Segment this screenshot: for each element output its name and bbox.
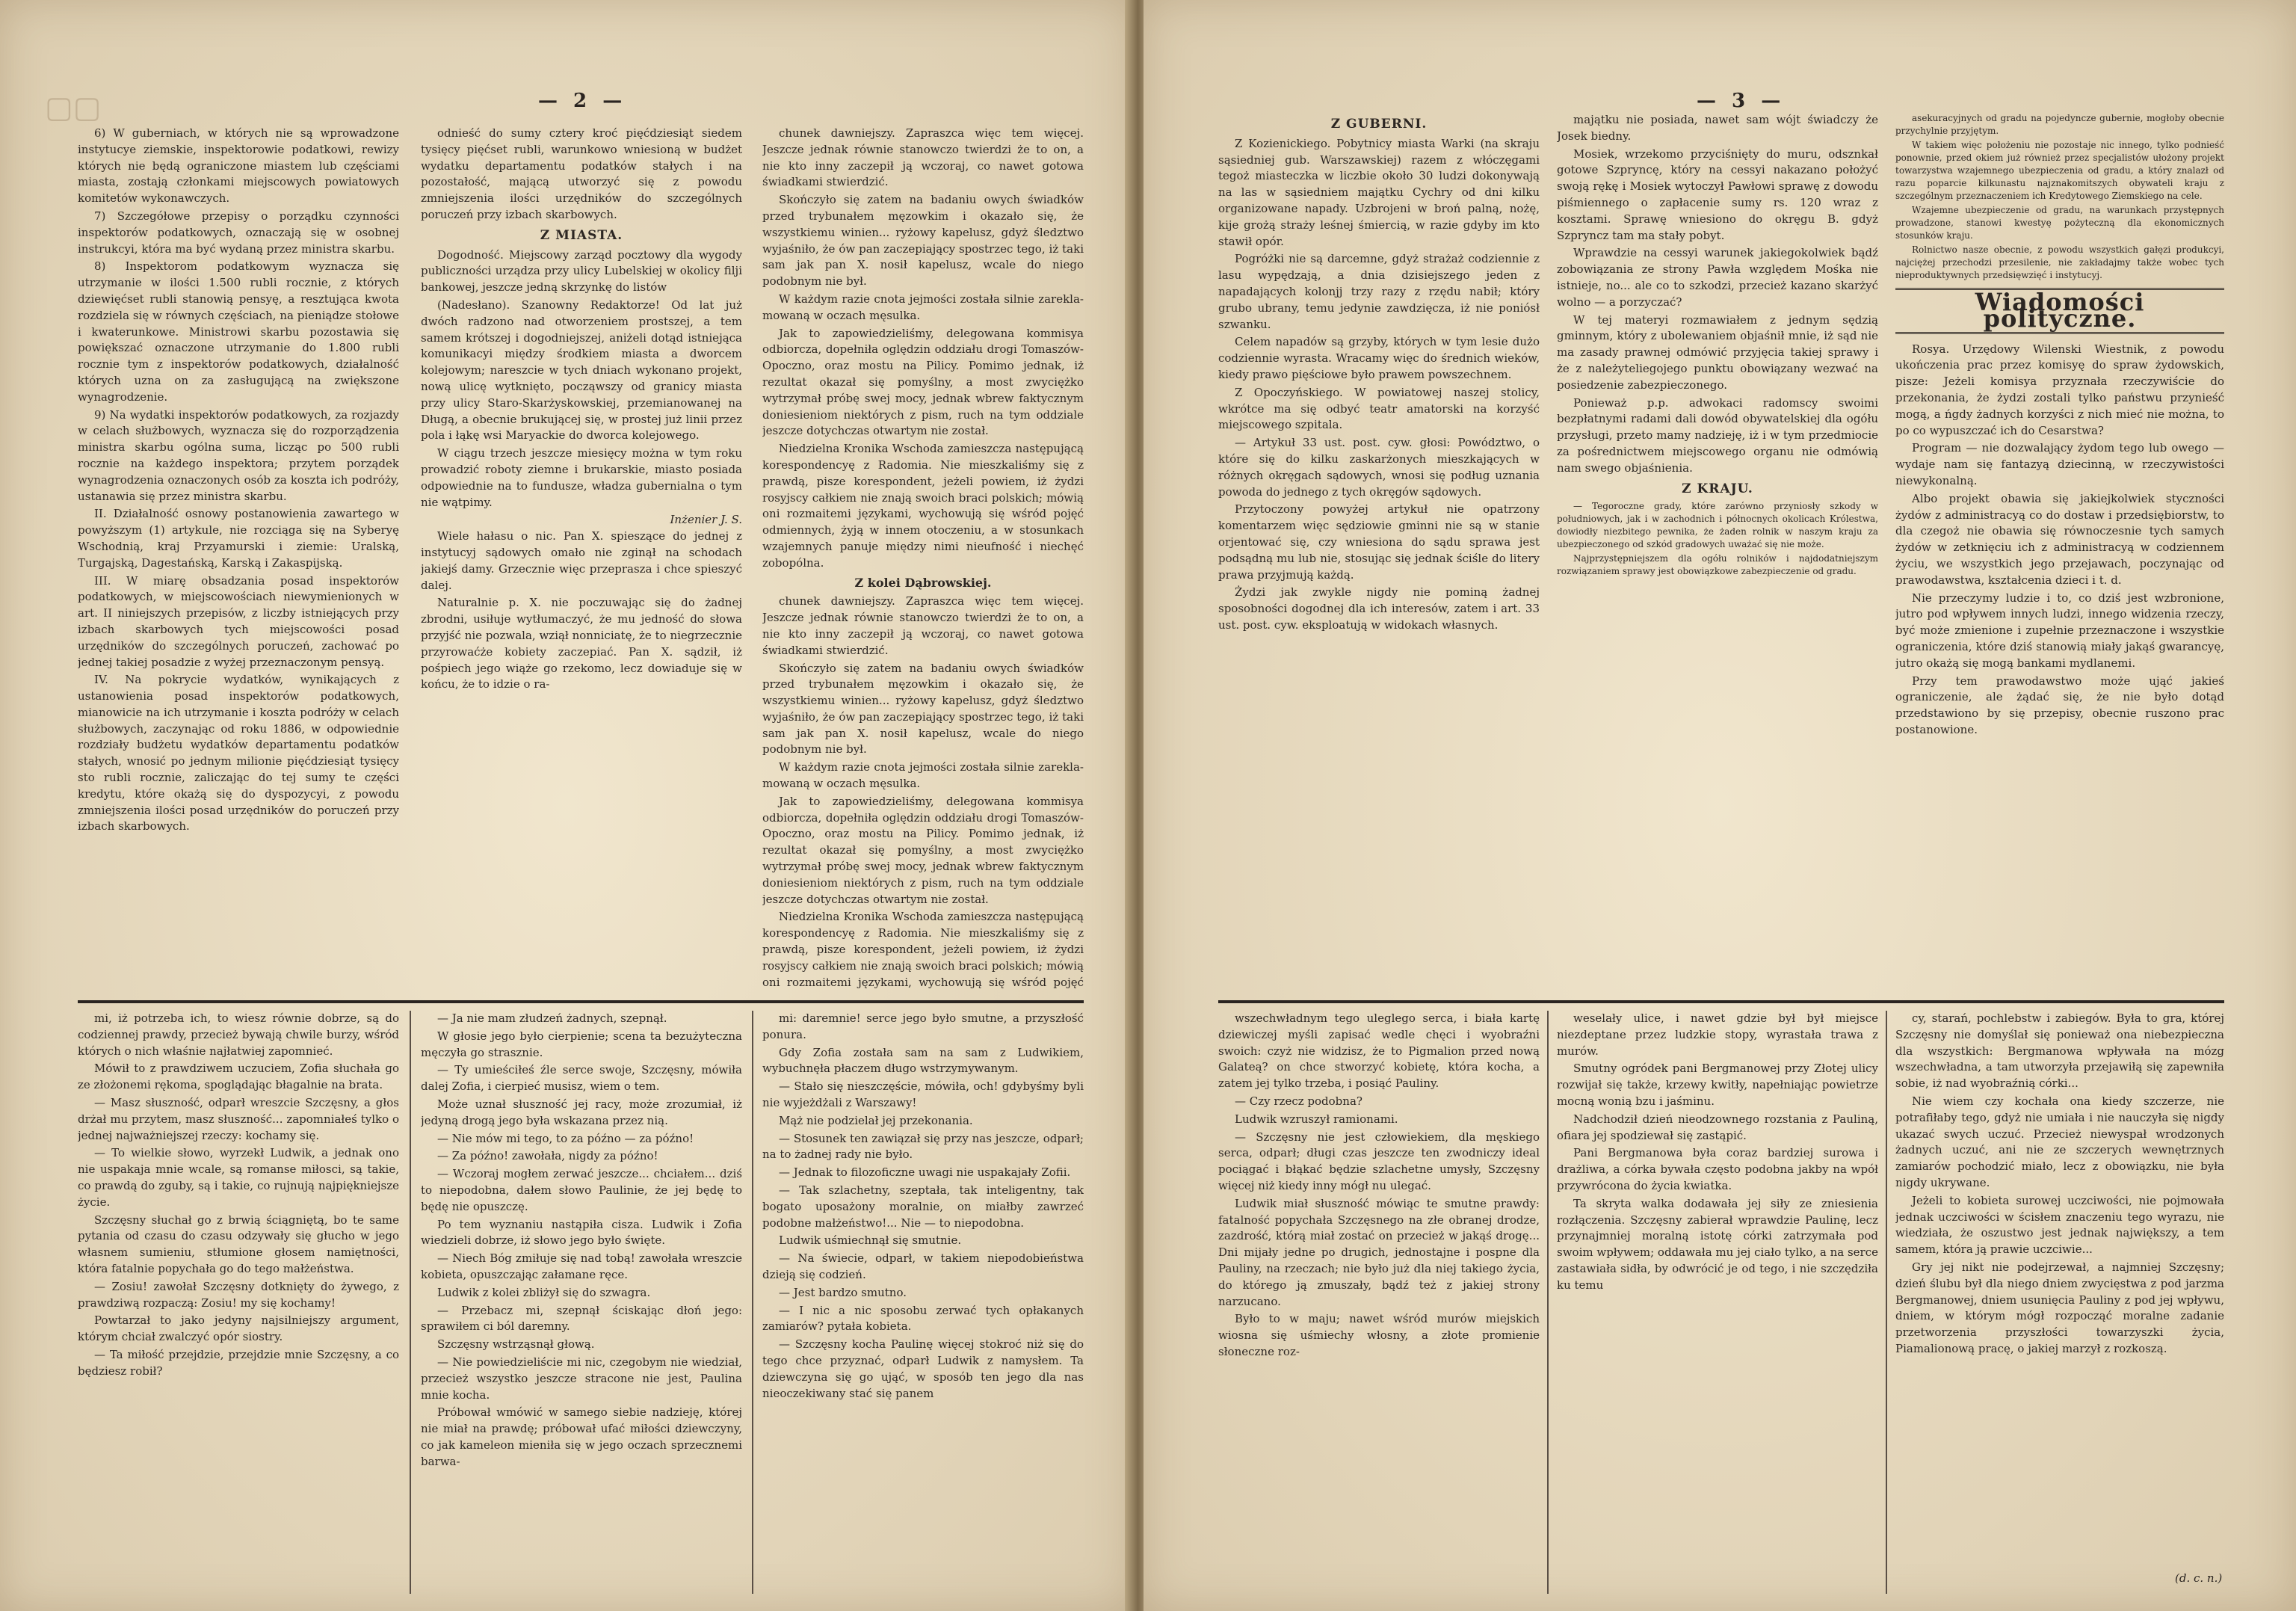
paragraph: — Ta miłość przejdzie, przejdzie mnie Szczęsny, a co będziesz robił? <box>78 1347 399 1378</box>
right-column-3 <box>1895 112 2224 994</box>
feuilleton-right-col-2 <box>1557 1011 1878 1594</box>
paragraph: W takiem więc położeniu nie pozostaje nic innego, tylko podnieść ponownie, przed okiem już również przez specjalistów ułożony projekt towarzystwa wzajemnego ubezpieczenia od gradu, a który znalazł od razu poparcie kilkunastu najznakomitszych obywateli kraju z szczególnym przeznaczeniem ich Kredytowego Ziemskiego na cele. <box>1895 140 2224 201</box>
paragraph: weselały ulice, i nawet gdzie był był miejsce niezdeptane przez ludzkie stopy, wyrastała trawa z murów. <box>1557 1011 1878 1058</box>
paragraph: Skończyło się zatem na badaniu owych świadków przed trybunałem męzowkim i okazało się, że wszystkiemu winien... ryżowy kapelusz, gdyż śledztwo wyjaśniło, że ów pan zaczepiający spostrzec tego, iż taki sam jak pan X. nosił kapelusz, wcale do niego podobnym nie był. <box>762 193 1084 289</box>
paragraph: Ludwik uśmiechnął się smutnie. <box>779 1233 962 1248</box>
paragraph: W każdym razie cnota jejmości została silnie zareklamowaną w oczach męsulka. <box>762 760 1084 791</box>
paragraph: Było to w maju; nawet wśród murów miejskich wiosna się uśmiechy włosny, a złote promienie słoneczne roz- <box>1218 1312 1540 1358</box>
paragraph: — Tegoroczne grady, które zarówno przyniosły szkody w południowych, jak i w zachodnich i północnych okolicach Królestwa, dowiodły niezbitego pewnika, że żaden rolnik w naszym kraju za ubezpieczonego od szkód gradowych uważać się nie może. <box>1557 501 1878 550</box>
paragraph: — Ty umieściłeś źle serce swoje, Szczęsny, mówiła dalej Zofia, i cierpieć musisz, wiem o tem. <box>421 1063 742 1094</box>
column-divider <box>1547 1011 1549 1594</box>
section-title-wiadomosci: Wiadomości polityczne. <box>1895 288 2224 334</box>
paragraph: Ponieważ p.p. adwokaci radomscy swoimi bezpłatnymi radami dali dowód obywatelskiej dla ogółu przysługi, przeto mamy nadzieję, iż i w tym przedmiocie za pośrednictwem miejscowego organu nie odmówią nam swego objaśnienia. <box>1557 395 1878 475</box>
paragraph: Skończyło się zatem na badaniu owych świadków przed trybunałem męzowkim i okazało się, że wszystkiemu winien... ryżowy kapelusz, gdyż śledztwo wyjaśniło, że ów pan zaczepiający spostrzec tego, iż taki sam jak pan X. nosił kapelusz, wcale do niego podobnym nie był. <box>762 661 1084 757</box>
page-number-left: — 2 — <box>538 90 627 112</box>
paragraph: Szczęsny słuchał go z brwią ściągniętą, bo te same pytania od czasu do czasu odzywały się głucho w jego własnem sumieniu, stłumione głosem namiętności, która fatalnie popychała go do tego małżeństwa. <box>78 1213 399 1275</box>
page-number-right: — 3 — <box>1697 90 1786 112</box>
right-column-2 <box>1557 112 1878 994</box>
feuilleton-right-col-3 <box>1895 1011 2224 1564</box>
paragraph: Ludwik z kolei zbliżył się do szwagra. <box>437 1285 651 1299</box>
feuilleton-right-col-1 <box>1218 1011 1540 1594</box>
left-column-1 <box>78 126 399 993</box>
paragraph: II. Działalność osnowy postanowienia zawartego w powyższym (1) artykule, nie rozciąga się na Syberyę Wschodnią, kraj Przyamurski i ziemie: Uralską, Turgajską, Dagestańską, Karską i Zakaspijską. <box>78 507 399 570</box>
paragraph: Nie przeczymy ludzie i to, co dziś jest wzbronione, jutro pod wpływem innych ludzi, innego widzenia rzeczy, być może zmienione i zupełnie przeznaczone i wszystkie ograniczenia, które dziś stanowią miały jakąś gwarancyę, jutro okażą się mogą bankami mydlanemi. <box>1895 591 2224 670</box>
paragraph: — Stało się nieszczęście, mówiła, och! gdybyśmy byli nie wyjeżdżali z Warszawy! <box>762 1079 1084 1109</box>
continuation-note: (d. c. n.) <box>2175 1571 2223 1585</box>
paragraph: — Masz słuszność, odparł wreszcie Szczęsny, a głos drżał mu przytem, masz słuszność... zapomniałeś tylko o jednej najważniejszej rzeczy: kochamy się. <box>78 1095 399 1142</box>
paragraph: W głosie jego było cierpienie; scena ta bezużyteczna męczyła go strasznie. <box>421 1029 742 1059</box>
paragraph: Ludwik miał słuszność mówiąc te smutne prawdy: fatalność popychała Szczęsnego na złe obranej drodze, zazdrość, którą miał zostać on przecież w jakąś drogę... Dni mijały jedne po drugich, jednostajne i pospne dla Pauliny, na rzeczach; nie było już dla niej takiego życia, do którego ją zmuszały, bądź też z jakiej strony narzucano. <box>1218 1196 1540 1308</box>
paragraph: — To wielkie słowo, wyrzekł Ludwik, a jednak ono nie uspakaja mnie wcale, są romanse miłosci, są takie, co prawdą do zguby, są i takie, co rujnują najpiękniejsze życie. <box>78 1146 399 1209</box>
paragraph: Albo projekt obawia się jakiejkolwiek styczności żydów z administracyą co do dostaw i przedsiębiorstw, to dla czegoż nie obawia się równoczesnie tych samych żydów w zetknięciu ich z administracyą w codziennem życiu, we wszystkich jego przejawach, poczynając od prawodawstwa, kształcenia dzieci i t. d. <box>1895 491 2224 587</box>
paragraph: — Stosunek ten zawiązał się przy nas jeszcze, odparł; na to żadnej rady nie było. <box>762 1131 1084 1162</box>
paragraph: — Za późno! zawołała, nigdy za późno! <box>437 1149 658 1163</box>
right-column-1 <box>1218 112 1540 994</box>
paragraph: 8) Inspektorom podatkowym wyznacza się utrzymanie w ilości 1.500 rubli rocznie, z których dziewięćset rubli stanowią pensyę, a resztująca kwota rozdziela się w równych częściach, na pieniądze stołowe i kwaterunkowe. Ministrowi skarbu pozostawia się powiększać oznaczone utrzymanie do 1.800 rubli rocznie tym z inspektorów podatkowych, działalność których uzna on za zasługującą na zwiększone wynagrodzenie. <box>78 259 399 404</box>
left-page <box>0 0 1132 1611</box>
paragraph: odnieść do sumy cztery kroć pięćdziesiąt siedem tysięcy pięćset rubli, warunkowo wniesioną w budżet wydatku departamentu podatków stałych i na pozostałość, mającą utworzyć się z powodu zmniejszenia ilości urzędników do szczególnych poruczeń przy izbach skarbowych. <box>421 126 742 221</box>
paragraph: Ludwik wzruszył ramionami. <box>1235 1112 1398 1126</box>
paragraph: chunek dawniejszy. Zapraszca więc tem więcej. Jeszcze jednak równie stanowczo twierdzi że to on, a nie kto inny zaczepił ją wczoraj, co nawet gotowa świadkami stwierdzić. <box>762 126 1084 189</box>
paragraph: mi: daremnie! serce jego było smutne, a przyszłość ponura. <box>762 1011 1084 1041</box>
paragraph: Naturalnie p. X. nie poczuwając się do żadnej zbrodni, usiłuje wytłumaczyć, że mu jedność do słowa przyjść nie pozwala, wziął nonniciatę, że to niegrzecznie przyrowaćże kobiety zaczepiać. Pan X. sądził, iż pośpiech jego wiąże go rzekomo, lecz dowiaduje się w końcu, że to idzie o ra- <box>421 596 742 691</box>
paragraph: Gry jej nikt nie podejrzewał, a najmniej Szczęsny; dzień ślubu był dla niego dniem zwycięstwa z pod jarzma Bergmanowej, dniem usunięcia Pauliny z pod jej wpływu, dniem, w którym mógł rozpocząć moralne zadanie przetworzenia przyszłości towarzyszki życia, Piamalionową pracę, o jakiej marzył z rozkoszą. <box>1895 1260 2224 1355</box>
paragraph: Wzajemne ubezpieczenie od gradu, na warunkach przystępnych prowadzone, stanowi kwestyę pożyteczną dla ekonomicznych stosunków kraju. <box>1895 205 2224 241</box>
paragraph: wszechwładnym tego uleglego serca, i biała kartę dziewiczej myśli zapisać wedle chęci i wyobraźni swoich: czyż nie widzisz, że to Pigmalion przed nową Galateą? on chce stworzyć kobietę, która kocha, a zatem jej tylko trzeba, i posiąć Pauliny. <box>1218 1011 1540 1091</box>
paragraph: chunek dawniejszy. Zapraszca więc tem więcej. Jeszcze jednak równie stanowczo twierdzi że to on, a nie kto inny zaczepił ją wczoraj, co nawet gotowa świadkami stwierdzić. <box>762 594 1084 657</box>
paragraph: majątku nie posiada, nawet sam wójt świadczy że Josek biedny. <box>1557 113 1878 143</box>
paragraph: Nie wiem czy kochała ona kiedy szczerze, nie potrafiłaby tego, gdyż nie umiała i nie nauczyła się nigdy ukazać swych uczuć. Przecież niewyspał wrodzonych żadnych uczuć, ani nie ze szczerych wewnętrznych zamiarów pochodzić miało, lecz z obowiązku, nie była nigdy ukrywane. <box>1895 1094 2224 1189</box>
feuilleton-left-col-3 <box>762 1011 1084 1594</box>
paragraph: Mosiek, wrzekomo przyciśnięty do muru, odsznkał gotowe Szpryncę, który na cessyi nakazano położyć swoją rękę i Mosiek wytoczył Pawłowi sprawę z dowodu piśmiennego o zapłacenie sumy rs. 120 wraz z kosztami. Sprawę wniesiono do okręgu B. gdyż Szpryncz tam ma stały pobyt. <box>1557 147 1878 242</box>
right-page <box>1144 0 2296 1611</box>
paragraph: — Przebacz mi, szepnął ściskając dłoń jego: sprawiłem ci ból daremny. <box>421 1303 742 1334</box>
paragraph: Jak to zapowiedzieliśmy, delegowana kommisya odbiorcza, dopełniła oględzin oddziału drogi Tomaszów-Opoczno, oraz mostu na Pilicy. Pomimo jednak, iż rezultat okazał się pomyślny, a most zwyciężko wytrzymał próbę swej mocy, jednak wbrew faktycznym doniesieniom niektórych z pism, ruch na tym oddziale jeszcze dotychczas otwartym nie został. <box>762 326 1084 438</box>
feuilleton-left-col-2 <box>421 1011 742 1594</box>
left-column-2 <box>421 126 742 993</box>
paragraph: Próbował wmówić w samego siebie nadzieję, której nie miał na prawdę; próbował ufać miłości dziewczyny, co jak kameleon mieniła się w jego oczach sprzecznemi barwa- <box>421 1405 742 1468</box>
paragraph: — Szczęsny kocha Paulinę więcej stokroć niż się do tego chce przyznać, odparł Ludwik z namysłem. Ta dziewczyna się go ująć, w sposób ten jego dla nas nieoczekiwany stać się panem <box>762 1337 1084 1400</box>
paragraph: Szczęsny wstrząsnął głową. <box>437 1337 595 1352</box>
paragraph: — Tak szlachetny, szeptała, tak inteligentny, tak bogato uposażony moralnie, on miałby zawrzeć podobne małżeństwo!... Nie — to niepodobna. <box>762 1183 1084 1230</box>
fold-rule-right <box>1218 1000 2224 1003</box>
paragraph: Mówił to z prawdziwem uczuciem, Zofia słuchała go ze złożonemi rękoma, spoglądając błagalnie na brata. <box>78 1062 399 1092</box>
paragraph: Powtarzał to jako jedyny najsilniejszy argument, którym chciał zwalczyć opór siostry. <box>78 1313 399 1344</box>
paragraph: Żydzi jak zwykle nigdy nie pominą żadnej sposobności dogodnej dla ich interesów, zatem i art. 33 ust. post. cyw. eksploatują w widokach własnych. <box>1218 585 1540 632</box>
paragraph: Jak to zapowiedzieliśmy, delegowana kommisya odbiorcza, dopełniła oględzin oddziału drogi Tomaszów-Opoczno, oraz mostu na Pilicy. Pomimo jednak, iż rezultat okazał się pomyślny, a most zwyciężko wytrzymał próbę swej mocy, jednak wbrew faktycznym doniesieniom niektórych z pism, ruch na tym oddziale jeszcze dotychczas otwartym nie został. <box>762 794 1084 906</box>
paragraph: cy, starań, pochlebstw i zabiegów. Była to gra, której Szczęsny nie domyślał się ponieważ ona niebezpieczna dla wszystkich: Bergmanowa wpływała na mózg wszechwładna, a tam utworzyła przejawiłą się zapewniła sobie, iż nad wyobraźnią córki... <box>1895 1011 2224 1091</box>
section-heading-z-guberni: Z GUBERNI. <box>1330 117 1428 132</box>
fold-rule-left <box>78 1000 1084 1003</box>
paragraph: Z Opoczyńskiego. W powiatowej naszej stolicy, wkrótce ma się odbyć teatr amatorski na korzyść miejscowego szpitala. <box>1218 385 1540 432</box>
paragraph: Najprzystępniejszem dla ogółu rolników i najdodatniejszym rozwiązaniem sprawy jest obowiązkowe zabezpieczenie od gradu. <box>1557 553 1878 577</box>
section-heading-z-miasta: Z MIASTA. <box>540 227 623 243</box>
paragraph: Pogróżki nie są darcemne, gdyż strażaż codziennie z lasu wypędzają, a dnia dzisiejszego jeden z napadających kolonjj trzy razy z rzędu nabił; który grubo ubrany, temu jedynie zawdzięcza, iż nie poniósł szwanku. <box>1218 252 1540 331</box>
paragraph: Po tem wyznaniu nastąpiła cisza. Ludwik i Zofia wiedzieli dobrze, iż słowo jego było święte. <box>421 1217 742 1248</box>
paragraph: Rosya. Urzędowy Wilenski Wiestnik, z powodu ukończenia prac przez komisyę do spraw żydowskich, pisze: Jeżeli komisya przyznała rzeczywiście do przekonania, że żydzi zostali tylko państwu przynieść mogą, a ńgdy żadnych korzyści z nich mieć nie można, to po co wypuszczać ich do Cesarstwa? <box>1895 342 2224 437</box>
paragraph: — Wczoraj mogłem zerwać jeszcze... chciałem... dziś to niepodobna, dałem słowo Paulinie, że jej będę to będę nie opuszczę. <box>421 1167 742 1213</box>
paragraph: Jeżeli to kobieta surowej uczciwości, nie pojmowała jednak uczciwości w ścisłem znaczeniu tego wyrazu, nie wiedziała, że oszustwo jest jednak największy, a tem samem, która ją prawie uczciwie... <box>1895 1193 2224 1257</box>
paragraph: IV. Na pokrycie wydatków, wynikających z ustanowienia posad inspektorów podatkowych, mianowicie na ich utrzymanie i koszta podróży w celach służbowych, zaczynając od roku 1886, w odpowiednie rozdziały budżetu wydatków departamentu podatków stałych, wnosić po jednym milionie pięćdziesiąt tysięcy sto rubli rocznie, zaliczając do tej sumy te części kredytu, które okażą się do dyspozycyi, z powodu zmniejszenia ilości posad urzędników do poruczeń przy izbach skarbowych. <box>78 673 399 834</box>
library-stamp: ▢▢ <box>45 90 102 125</box>
paragraph: Dogodność. Miejscowy zarząd pocztowy dla wygody publiczności urządza przy ulicy Lubelskiej w okolicy filji bankowej, jeszcze jedną skrzynkę do listów <box>421 247 742 295</box>
paragraph: — Zosiu! zawołał Szczęsny dotknięty do żywego, z prawdziwą rozpaczą: Zosiu! my się kochamy! <box>78 1279 399 1310</box>
paragraph: Przy tem prawodawstwo może ująć jakieś ograniczenie, ale żądać się, że nie było dotąd przedstawiono by się przepisy, obecnie ruszono prac postanowione. <box>1895 674 2224 736</box>
paragraph: (Nadesłano). Szanowny Redaktorze! Od lat już dwóch radzono nad otworzeniem prostszej, a tem samem krótszej i dogodniejszej, aniżeli dotąd istniejąca komunikacyi między środkiem miasta a dworcem kolejowym; nareszcie w tych dniach wykonano projekt, nową ulicę wytknięto, począwszy od granicy miasta przy ulicy Staro-Skarżyskowskiej, przemianowanej na Długą, a obecnie brukującej się, w prostej już linii przez pola i łąkę wsi Maryackie do dworca kolejowego. <box>421 298 742 443</box>
paragraph: W ciągu trzech jeszcze miesięcy można w tym roku prowadzić roboty ziemne i brukarskie, miasto posiada odpowiednie na to fundusze, władza gubernialna o tym nie wątpimy. <box>421 446 742 509</box>
feuilleton-left-col-1 <box>78 1011 399 1594</box>
paragraph: — Na świecie, odparł, w takiem niepodobieństwa dzieją się codzień. <box>762 1251 1084 1281</box>
paragraph: Gdy Zofia została sam na sam z Ludwikiem, wybuchnęła płaczem długo wstrzymywanym. <box>762 1045 1084 1076</box>
paragraph: W każdym razie cnota jejmości została silnie zareklamowaną w oczach męsulka. <box>762 292 1084 322</box>
left-column-3 <box>762 126 1084 993</box>
column-divider <box>1886 1011 1887 1594</box>
paragraph: III. W miarę obsadzania posad inspektorów podatkowych, w miejscowościach niewymienionych w art. II niniejszych przepisów, z liczby istniejących przy izbach skarbowych tych miejscowości posad urzędników do szczególnych poruczeń, zachować po jednej takiej posadzie z wyżej przeznaczonym pensyą. <box>78 573 399 669</box>
paragraph: asekuracyjnych od gradu na pojedyncze gubernie, mogłoby obecnie przychylnie przyjętym. <box>1895 113 2224 136</box>
paragraph: — Ja nie mam złudzeń żadnych, szepnął. <box>437 1011 667 1025</box>
paragraph: Z Kozienickiego. Pobytnicy miasta Warki (na skraju sąsiedniej gub. Warszawskiej) razem z włóczęgami tegoż miasteczka w liczbie około 30 ludzi dokonywają na las w sąsiedniem majątku Cychry od dni kilku organizowane napady. Uzbrojeni w broń palną, nożę, kije grożą straży leśnej śmiercią, w razie gdyby im kto stawił opór. <box>1218 136 1540 248</box>
paragraph: Program — nie dozwalający żydom tego lub owego — wydaje nam się fantazyą dziecinną, w rzeczywistości niewykonalną. <box>1895 441 2224 487</box>
paragraph: Niedzielna Kronika Wschoda zamieszcza następującą korespondencyę z Radomia. Nie mieszkaliśmy się z prawdą, pisze korespondent, jeżeli powiem, iż żydzi rosyjscy całkiem nie znają swoich braci polskich; mówią oni rozmaitemi językami, wychowują się wśród pojęć odmiennych, żyją w innem otoczeniu, a w stosunkach wzajemnych panuje między nimi nieufność i niechęć zobopólna. <box>762 442 1084 570</box>
paragraph: Mąż nie podzielał jej przekonania. <box>779 1113 973 1127</box>
paragraph: Celem napadów są grzyby, których w tym lesie dużo codziennie wyrasta. Wracamy więc do średnich wieków, kiedy prawo pięściowe było prawem powszechnem. <box>1218 335 1540 381</box>
paragraph: — Artykuł 33 ust. post. cyw. głosi: Powództwo, o które się do kilku zaskarżonych mieszkających w różnych okręgach sądowych, wnosi się podług uznania powoda do jednego z tych okręgów sądowych. <box>1218 436 1540 499</box>
signature-inzenier: Inżenier J. S. <box>670 513 742 527</box>
paragraph: Pani Bergmanowa była coraz bardziej surowa i drażliwa, a córka bywała często podobna jakby na wpół przywrócona do życia kwiatka. <box>1557 1146 1878 1192</box>
section-heading-z-kraju: Z KRAJU. <box>1682 481 1753 496</box>
paragraph: 6) W guberniach, w których nie są wprowadzone instytucye ziemskie, inspektorowie podatkowi, rewizy których nie będą ograniczone miastem lub częściami miasta, zostają członkami miejscowych powiatowych komitetów wykonawczych. <box>78 126 399 206</box>
paragraph: — Niech Bóg zmiłuje się nad tobą! zawołała wreszcie kobieta, opuszczając załamane ręce. <box>421 1251 742 1281</box>
paragraph: Rolnictwo nasze obecnie, z powodu wszystkich gałęzi produkcyi, najciężej przechodzi przesilenie, nie zakładajmy także wobec tych nieproduktywnych przedsięwzięć i instytucyj. <box>1895 244 2224 280</box>
column-divider <box>410 1011 411 1594</box>
paragraph: — Nie mów mi tego, to za późno — za późno! <box>437 1131 694 1145</box>
paragraph: Przytoczony powyżej artykuł nie opatrzony komentarzem więc sędziowie gminni nie są w stanie orjentować się, czy wniesiona do sądu sprawa jest podsądną mu lub nie, stosując się jednak ściśle do litery prawa przyjmują każdą. <box>1218 502 1540 582</box>
paragraph: 9) Na wydatki inspektorów podatkowych, za rozjazdy w celach służbowych, wyznacza się do rozporządzenia ministra skarbu ogólna suma, licząc po 500 rubli rocznie na każdego inspektora; przytem porządek wynagrodzenia oznaczonych osób za koszta ich podróży, ustanawia się przez ministra skarbu. <box>78 407 399 503</box>
paragraph: Może uznał słuszność jej racy, może zrozumiał, iż jedyną drogą jego była wskazana przez nią. <box>421 1097 742 1127</box>
paragraph: Nadchodził dzień nieodzownego rozstania z Pauliną, ofiara jej spodziewał się zastąpić. <box>1557 1112 1878 1142</box>
paragraph: — I nic a nic sposobu zerwać tych opłakanych zamiarów? pytała kobieta. <box>762 1303 1084 1334</box>
section-heading-kolej: Z kolei Dąbrowskiej. <box>854 575 992 590</box>
paragraph: Wiele hałasu o nic. Pan X. spieszące do jednej z instytucyj sądowych omało nie zginął na schodach jakiejś damy. Grzecznie więc przeprasza i chce spieszyć dalej. <box>421 529 742 592</box>
paragraph: — Jest bardzo smutno. <box>779 1285 907 1299</box>
paragraph: 7) Szczegółowe przepisy o porządku czynności inspektorów podatkowych, oznaczają się w osobnej instrukcyi, która ma być wydaną przez ministra skarbu. <box>78 209 399 256</box>
paragraph: — Jednak to filozoficzne uwagi nie uspakajały Zofii. <box>779 1165 1071 1180</box>
paragraph: mi, iż potrzeba ich, to wiesz równie dobrze, są do codziennej prawdy, przecież bywają chwile burzy, wśród których o nich właśnie najłatwiej zapomnieć. <box>78 1011 399 1058</box>
paragraph: Niedzielna Kronika Wschoda zamieszcza następującą korespondencyę z Radomia. Nie mieszkaliśmy się z prawdą, pisze korespondent, jeżeli powiem, iż żydzi rosyjscy całkiem nie znają swoich braci polskich; mówią oni rozmaitemi językami, wychowują się wśród pojęć <box>762 910 1084 989</box>
paragraph: Ta skryta walka dodawała jej siły ze zniesienia rozłączenia. Szczęsny zabierał wprawdzie Paulinę, lecz przynajmniej moralną istotę córki zatrzymała pod swoim wpływem; oddawała mu jej ciało tylko, a na serce zastawiała sidła, by odwrócić je od tego, i nie szczędziła ku temu <box>1557 1196 1878 1292</box>
paragraph: — Czy rzecz podobna? <box>1235 1094 1363 1108</box>
paragraph: — Nie powiedzieliście mi nic, czegobym nie wiedział, przecież wszystko jeszcze stracone nie jest, Paulina mnie kocha. <box>421 1355 742 1402</box>
column-divider <box>752 1011 753 1594</box>
paragraph: W tej materyi rozmawiałem z jednym sędzią gminnym, który z ubolewaniem objaśnił mnie, iż sąd nie ma zasady prawnej odmówić przyjęcia takiej sprawy i że z należyteliegojego punktu obowiązany wezwać na posiedzenie zabezpieczonego. <box>1557 312 1878 392</box>
paragraph: — Szczęsny nie jest człowiekiem, dla męskiego serca, odparł; długi czas jeszcze ten zwodniczy ideal pociągać i błąkać będzie szlachetne umysły, Szczęsny więcej niż kiedy inny mógł nu ulegać. <box>1218 1130 1540 1192</box>
paragraph: Smutny ogródek pani Bergmanowej przy Złotej ulicy rozwijał się także, krzewy kwitły, napełniając powietrze mocną wonią bzu i jaśminu. <box>1557 1062 1878 1108</box>
paragraph: Wprawdzie na cessyi warunek jakiegokolwiek bądź zobowiązania ze strony Pawła względem Mośka nie istnieje, no... ale co to szkodzi, przecież kazano skarżyć wolno — a porzyczać? <box>1557 246 1878 309</box>
